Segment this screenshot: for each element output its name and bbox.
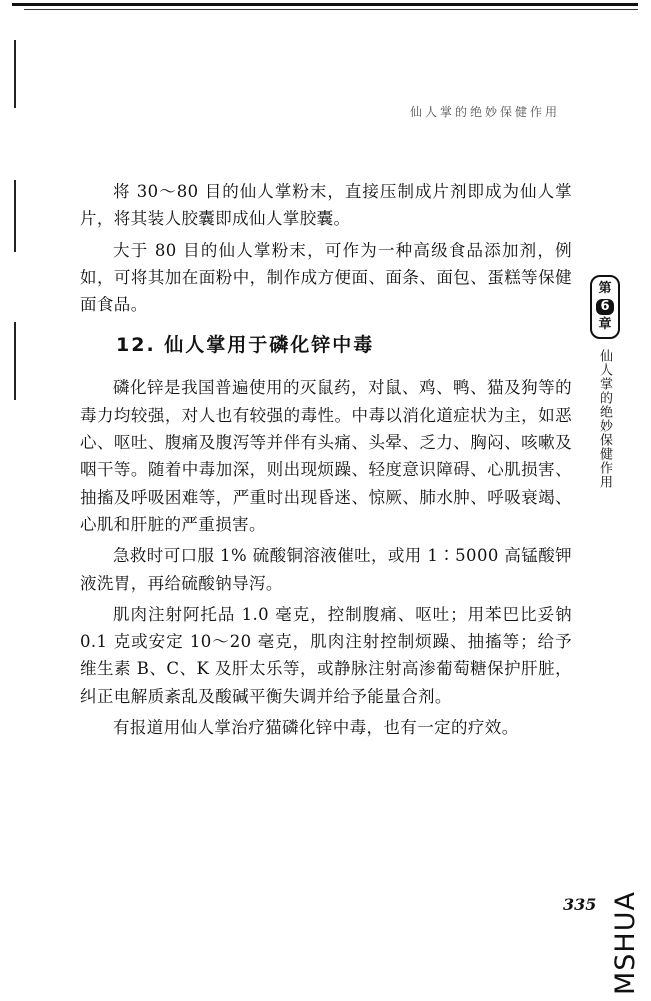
chapter-side-tab xyxy=(590,275,622,489)
page-content xyxy=(80,178,572,741)
paragraph-injection: 肌肉注射阿托品 1.0 毫克，控制腹痛、呕吐；用苯巴比妥钠 0.1 克或安定 10～20 毫克，肌肉注射控制烦躁、抽搐等；给予维生素 B、C、K 及肝太乐等，或静脉注射高渗葡萄糖保护肝脏，纠正电解质紊乱及酸碱平衡失调并给予能量合剂。 xyxy=(80,604,572,706)
paragraph-report: 有报道用仙人掌治疗猫磷化锌中毒，也有一定的疗效。 xyxy=(113,718,519,738)
scan-edge-mark-2 xyxy=(14,180,16,252)
paragraph-tablets: 将 30～80 目的仙人掌粉末，直接压制成片剂即成为仙人掌片，将其装人胶囊即成仙人掌胶囊。 xyxy=(80,182,572,229)
chapter-number: 6 xyxy=(596,299,614,315)
running-header: 仙人掌的绝妙保健作用 xyxy=(410,105,561,119)
scan-edge-mark-3 xyxy=(14,322,16,400)
top-rule xyxy=(0,0,651,14)
chapter-title-vertical: 仙人掌的绝妙保健作用 xyxy=(597,349,612,489)
watermark: MSHUA xyxy=(610,891,641,995)
page-number: 335 xyxy=(563,895,597,914)
top-rule-thin xyxy=(24,9,638,10)
paragraph-first-aid: 急救时可口服 1% 硫酸铜溶液催吐，或用 1∶5000 高锰酸钾液洗胃，再给硫酸钠导泻。 xyxy=(80,546,572,593)
chapter-suffix: 章 xyxy=(598,317,612,332)
chapter-badge xyxy=(590,275,620,339)
top-rule-thick xyxy=(12,3,638,6)
paragraph-zinc-phosphide: 磷化锌是我国普遍使用的灭鼠药，对鼠、鸡、鸭、猫及狗等的毒力均较强，对人也有较强的毒性。中毒以消化道症状为主，如恶心、呕吐、腹痛及腹泻等并伴有头痛、头晕、乏力、胸闷、咳嗽及咽干等。随着中毒加深，则出现烦躁、轻度意识障碍、心肌损害、抽搐及呼吸困难等，严重时出现昏迷、惊厥、肺水肿、呼吸衰竭、心肌和肝脏的严重损害。 xyxy=(80,378,572,534)
scan-edge-mark-1 xyxy=(14,40,16,108)
section-heading: 12. 仙人掌用于磷化锌中毒 xyxy=(116,334,375,357)
paragraph-food-additive: 大于 80 目的仙人掌粉末，可作为一种高级食品添加剂，例如，可将其加在面粉中，制作成方便面、面条、面包、蛋糕等保健面食品。 xyxy=(80,240,572,315)
chapter-prefix: 第 xyxy=(598,281,612,296)
